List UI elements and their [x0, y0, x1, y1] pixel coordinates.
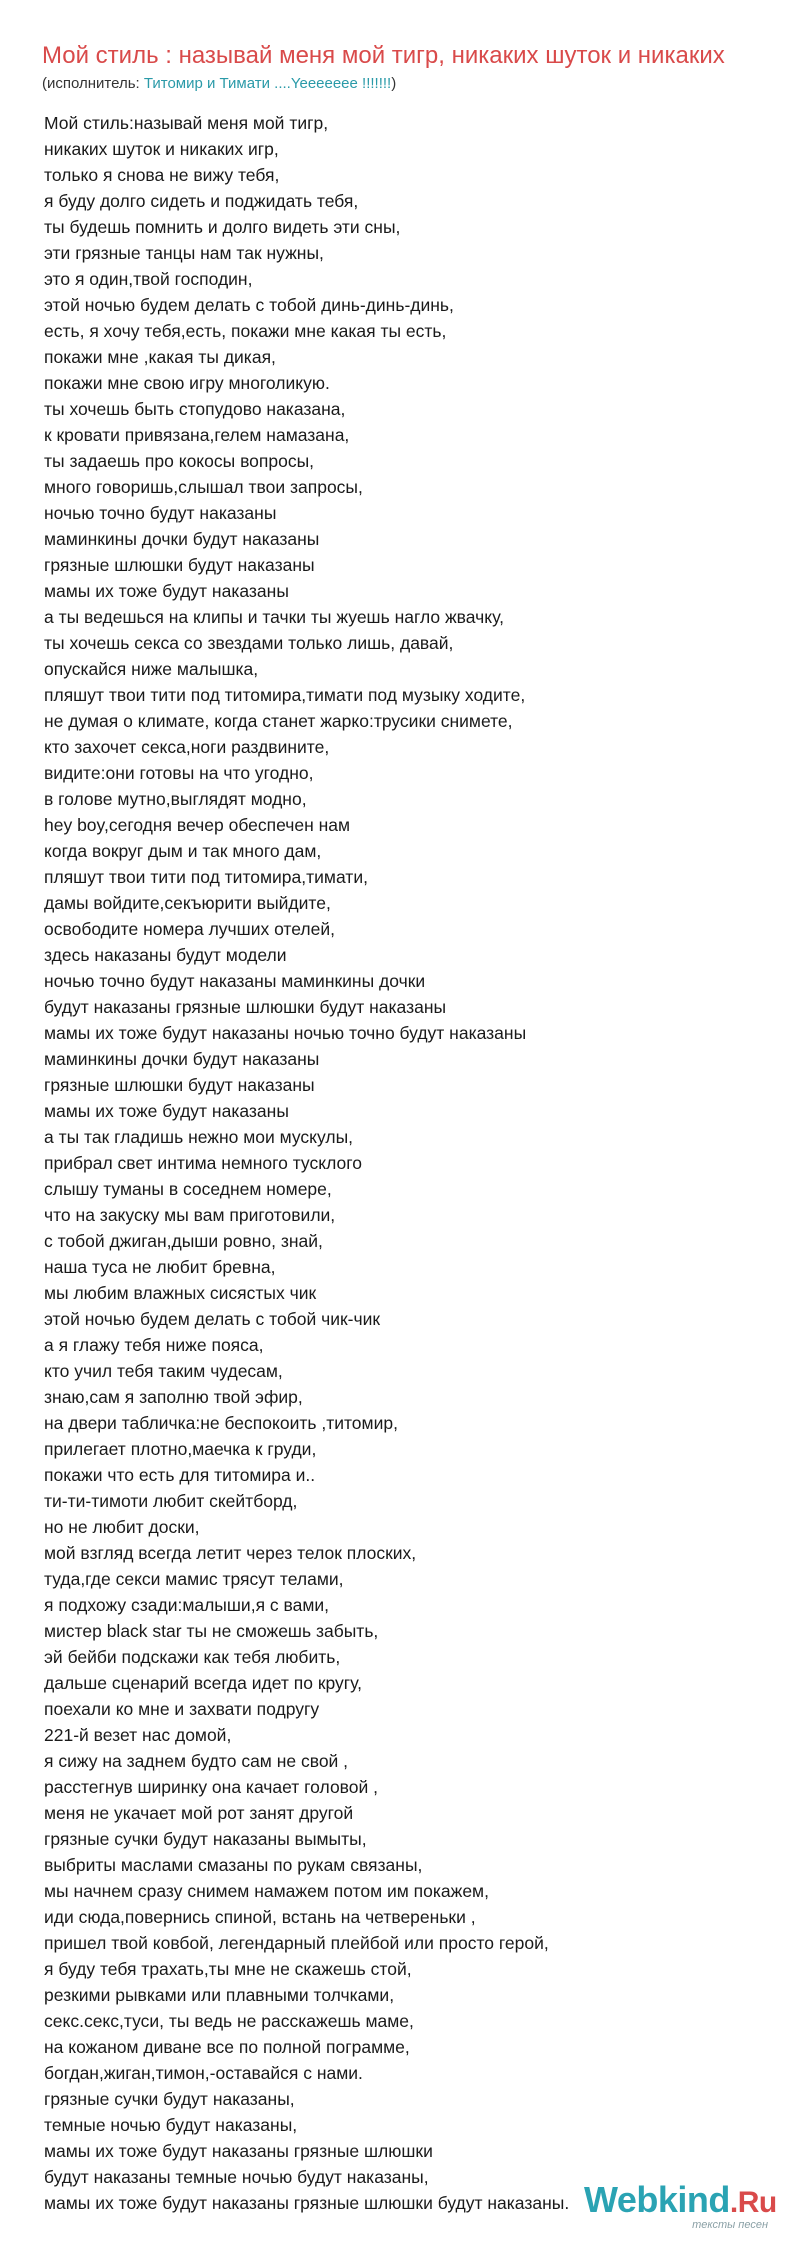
lyric-line: здесь наказаны будут модели	[44, 945, 287, 965]
lyric-line: грязные сучки будут наказаны,	[44, 2089, 295, 2109]
lyric-line: покажи мне свою игру многоликую.	[44, 373, 330, 393]
artist-prefix: (исполнитель:	[42, 75, 144, 92]
lyric-line: к кровати привязана,гелем намазана,	[44, 425, 350, 445]
lyric-line: ти-ти-тимоти любит скейтборд,	[44, 1491, 298, 1511]
song-title: Мой стиль : называй меня мой тигр, никаких шуток и никаких	[42, 42, 725, 69]
lyric-line: выбриты маслами смазаны по рукам связаны,	[44, 1855, 423, 1875]
lyric-line: будут наказаны темные ночью будут наказаны,	[44, 2167, 429, 2187]
logo-kind: kind	[657, 2179, 730, 2220]
lyric-line: мамы их тоже будут наказаны ночью точно будут наказаны	[44, 1023, 527, 1043]
lyric-line: на кожаном диване все по полной пограмме,	[44, 2037, 410, 2057]
lyric-line: ты хочешь быть стопудово наказана,	[44, 399, 346, 419]
lyric-line: я буду долго сидеть и поджидать тебя,	[44, 191, 359, 211]
lyric-line: но не любит доски,	[44, 1517, 200, 1537]
lyric-line: этой ночью будем делать с тобой чик-чик	[44, 1309, 381, 1329]
lyric-line: поехали ко мне и захвати подругу	[44, 1699, 320, 1719]
lyric-line: меня не укачает мой рот занят другой	[44, 1803, 354, 1823]
lyric-line: мамы их тоже будут наказаны грязные шлюшки будут наказаны.	[44, 2193, 570, 2213]
lyric-line: hey boy,сегодня вечер обеспечен нам	[44, 815, 351, 835]
lyric-line: кто учил тебя таким чудесам,	[44, 1361, 283, 1381]
lyric-line: Мой стиль:называй меня мой тигр,	[44, 113, 329, 133]
lyric-line: когда вокруг дым и так много дам,	[44, 841, 322, 861]
lyric-line: а я глажу тебя ниже пояса,	[44, 1335, 264, 1355]
artist-link[interactable]: Титомир и Тимати ....Yeeeeeee !!!!!!!	[143, 75, 392, 92]
lyric-line: на двери табличка:не беспокоить ,титомир,	[44, 1413, 398, 1433]
lyric-line: освободите номера лучших отелей,	[44, 919, 335, 939]
lyric-line: мы любим влажных сисястых чик	[44, 1283, 317, 1303]
lyric-line: секс.секс,туси, ты ведь не расскажешь маме,	[44, 2011, 414, 2031]
lyric-line: видите:они готовы на что угодно,	[44, 763, 314, 783]
logo-wordmark	[584, 2180, 777, 2223]
lyric-line: только я снова не вижу тебя,	[44, 165, 280, 185]
lyric-line: грязные сучки будут наказаны вымыты,	[44, 1829, 367, 1849]
lyric-line: мамы их тоже будут наказаны	[44, 1101, 289, 1121]
lyric-line: не думая о климате, когда станет жарко:трусики снимете,	[44, 711, 513, 731]
lyric-line: ты будешь помнить и долго видеть эти сны,	[44, 217, 401, 237]
lyric-line: ночью точно будут наказаны	[44, 503, 277, 523]
lyric-line: кто захочет секса,ноги раздвините,	[44, 737, 330, 757]
lyric-line: я буду тебя трахать,ты мне не скажешь стой,	[44, 1959, 412, 1979]
lyric-line: а ты ведешься на клипы и тачки ты жуешь нагло жвачку,	[44, 607, 504, 627]
logo-ru: .Ru	[729, 2186, 777, 2219]
lyric-line: эй бейби подскажи как тебя любить,	[44, 1647, 341, 1667]
lyric-line: мы начнем сразу снимем намажем потом им покажем,	[44, 1881, 489, 1901]
lyric-line: эти грязные танцы нам так нужны,	[44, 243, 324, 263]
webkind-logo[interactable]	[584, 2179, 777, 2240]
lyric-line: никаких шуток и никаких игр,	[44, 139, 279, 159]
lyric-line: прилегает плотно,маечка к груди,	[44, 1439, 317, 1459]
lyric-line: с тобой джиган,дыши ровно, знай,	[44, 1231, 323, 1251]
lyric-line: мой взгляд всегда летит через телок плоских,	[44, 1543, 417, 1563]
lyric-line: я подхожу сзади:малыши,я с вами,	[44, 1595, 330, 1615]
lyric-line: слышу туманы в соседнем номере,	[44, 1179, 332, 1199]
lyric-line: дамы войдите,секъюрити выйдите,	[44, 893, 331, 913]
lyric-line: мистер black star ты не сможешь забыть,	[44, 1621, 379, 1641]
lyric-line: туда,где секси мамис трясут телами,	[44, 1569, 344, 1589]
lyric-line: мамы их тоже будут наказаны грязные шлюшки	[44, 2141, 433, 2161]
lyric-line: дальше сценарий всегда идет по кругу,	[44, 1673, 363, 1693]
lyric-line: ты задаешь про кокосы вопросы,	[44, 451, 315, 471]
lyric-line: мамы их тоже будут наказаны	[44, 581, 289, 601]
lyric-line: что на закуску мы вам приготовили,	[44, 1205, 336, 1225]
lyric-line: ночью точно будут наказаны маминкины дочки	[44, 971, 426, 991]
lyric-line: пляшут твои тити под титомира,тимати под музыку ходите,	[44, 685, 526, 705]
lyric-line: наша туса не любит бревна,	[44, 1257, 276, 1277]
lyric-line: опускайся ниже малышка,	[44, 659, 259, 679]
lyric-line: прибрал свет интима немного тусклого	[44, 1153, 362, 1173]
lyric-line: темные ночью будут наказаны,	[44, 2115, 298, 2135]
lyric-line: этой ночью будем делать с тобой динь-динь-динь,	[44, 295, 454, 315]
lyric-line: 221-й везет нас домой,	[44, 1725, 232, 1745]
lyric-line: много говоришь,слышал твои запросы,	[44, 477, 363, 497]
logo-web: Web	[584, 2179, 658, 2220]
lyric-line: а ты так гладишь нежно мои мускулы,	[44, 1127, 354, 1147]
lyric-line: маминкины дочки будут наказаны	[44, 529, 320, 549]
lyric-line: это я один,твой господин,	[44, 269, 253, 289]
lyric-line: покажи мне ,какая ты дикая,	[44, 347, 276, 367]
lyrics-text	[44, 110, 784, 2216]
lyric-line: пришел твой ковбой, легендарный плейбой или просто герой,	[44, 1933, 549, 1953]
lyric-line: в голове мутно,выглядят модно,	[44, 789, 307, 809]
logo-tagline: тексты песен	[692, 2219, 768, 2231]
lyric-line: грязные шлюшки будут наказаны	[44, 555, 315, 575]
lyric-line: иди сюда,повернись спиной, встань на четвереньки ,	[44, 1907, 476, 1927]
artist-line	[42, 74, 396, 94]
lyric-line: будут наказаны грязные шлюшки будут наказаны	[44, 997, 447, 1017]
lyric-line: пляшут твои тити под титомира,тимати,	[44, 867, 368, 887]
lyric-line: грязные шлюшки будут наказаны	[44, 1075, 315, 1095]
lyric-line: я сижу на заднем будто сам не свой ,	[44, 1751, 349, 1771]
lyric-line: богдан,жиган,тимон,-оставайся с нами.	[44, 2063, 363, 2083]
lyric-line: расстегнув ширинку она качает головой ,	[44, 1777, 379, 1797]
lyric-line: знаю,сам я заполню твой эфир,	[44, 1387, 303, 1407]
lyric-line: маминкины дочки будут наказаны	[44, 1049, 320, 1069]
lyric-line: резкими рывками или плавными толчками,	[44, 1985, 395, 2005]
artist-suffix: )	[391, 75, 397, 92]
lyric-line: покажи что есть для титомира и..	[44, 1465, 316, 1485]
lyric-line: есть, я хочу тебя,есть, покажи мне какая ты есть,	[44, 321, 447, 341]
lyric-line: ты хочешь секса со звездами только лишь, давай,	[44, 633, 454, 653]
